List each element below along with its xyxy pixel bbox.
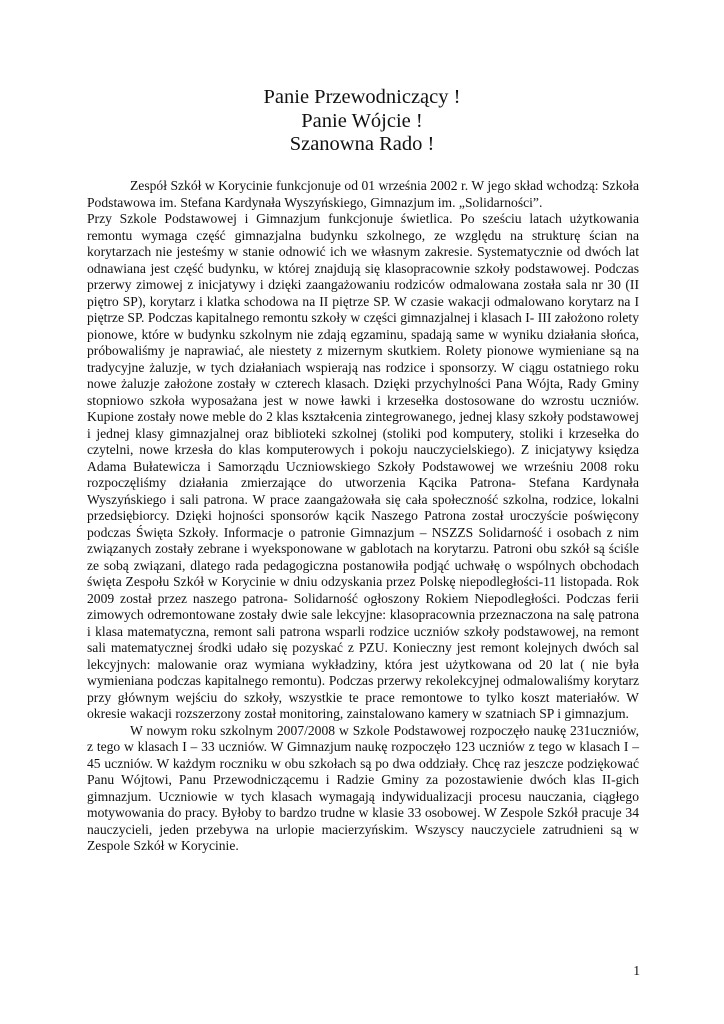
salutation (0, 86, 724, 157)
salutation-line-council: Szanowna Rado ! (289, 133, 435, 155)
paragraph-renovations: Przy Szkole Podstawowej i Gimnazjum funkcjonuje świetlica. Po sześciu latach użytkowania remontu wymaga część gimnazjalna budynku szkolnego, ze względu na strukturę ścian na korytarzach nie jesteśmy w stanie odnowić ich we własnym zakresie. Systematycznie od dwóch lat odnawiana jest część budynku, w której znajdują się klasopracownie szkoły podstawowej. Podczas przerwy zimowej z inicjatywy i dzięki zaangażowaniu rodziców odmalowana została sala nr 30 (II piętro SP), korytarz i klatka schodowa na II piętrze SP. W czasie wakacji odmalowano korytarz na I piętrze SP. Podczas kapitalnego remontu szkoły w części gimnazjalnej i klasach I- III założono rolety pionowe, które w budynku szkolnym nie zdają egzaminu, spadają same w wyniku działania słońca, próbowaliśmy je naprawiać, ale niestety z mizernym skutkiem. Rolety pionowe wymieniane są na tradycyjne żaluzje, w tych działaniach wspierają nas rodzice i sponsorzy. W ciągu ostatniego roku nowe żaluzje założone zostały w czterech klasach. Dzięki przychylności Pana Wójta, Rady Gminy stopniowo szkoła wyposażana jest w nowe ławki i krzesełka dostosowane do wzrostu uczniów. Kupione zostały nowe meble do 2 klas kształcenia zintegrowanego, jednej klasy szkoły podstawowej i jednej klasy gimnazjalnej oraz biblioteki szkolnej (stoliki pod komputery, stoliki i krzesełka do czytelni, nowe krzesła do klas komputerowych i pokoju nauczycielskiego). Z inicjatywy księdza Adama Bułatewicza i Samorządu Uczniowskiego Szkoły Podstawowej we wrześniu 2008 roku rozpoczęliśmy działania zmierzające do utworzenia Kącika Patrona- Stefana Kardynała Wyszyńskiego i sali patrona. W prace zaangażowała się cała społeczność szkolna, rodzice, lokalni przedsiębiorcy. Dzięki hojności sponsorów kącik Naszego Patrona został uroczyście poświęcony podczas Święta Szkoły. Informacje o patronie Gimnazjum – NSZZS Solidarność i osobach z nim związanych zostały zebrane i wyeksponowane w gablotach na korytarzu. Patroni obu szkół są ściśle ze sobą związani, dlatego rada pedagogiczna postanowiła podjąć uchwałę o wspólnych obchodach święta Zespołu Szkół w Korycinie w dniu odzyskania przez Polskę niepodległości-11 listopada. Rok 2009 został przez naszego patrona- Solidarność ogłoszony Rokiem Niepodległości. Podczas ferii zimowych odremontowane zostały dwie sale lekcyjne: klasopracownia przeznaczona na salę patrona i klasa matematyczna, remont sali patrona wsparli rodzice uczniów szkoły podstawowej, na remont sali matematycznej środki udało się pozyskać z PZU. Konieczny jest remont kolejnych dwóch sal lekcyjnych: malowanie oraz wymiana wykładziny, która jest użytkowana od 20 lat ( nie była wymieniana podczas kapitalnego remontu). Podczas przerwy rekolekcyjnej odmalowaliśmy korytarz przy głównym wejściu do szkoły, wszystkie te prace remontowe to tylko koszt materiałów. W okresie wakacji rozszerzony został monitoring, zainstalowano kamery w szatniach SP i gimnazjum. (87, 211, 639, 721)
paragraph-school-composition: Zespół Szkół w Korycinie funkcjonuje od 01 września 2002 r. W jego skład wchodzą: Szkoła Podstawowa im. Stefana Kardynała Wyszyńskiego, Gimnazjum im. „Solidarności”. (87, 178, 639, 210)
salutation-line-mayor: Panie Wójcie ! (301, 109, 423, 132)
page-number: 1 (633, 963, 640, 978)
letter-body (87, 178, 639, 855)
salutation-line-chairman: Panie Przewodniczący ! (263, 86, 461, 108)
paragraph-enrollment: W nowym roku szkolnym 2007/2008 w Szkole Podstawowej rozpoczęło naukę 231uczniów, z tego w klasach I – 33 uczniów. W Gimnazjum naukę rozpoczęło 123 uczniów z tego w klasach I – 45 uczniów. W każdym roczniku w obu szkołach są po dwa oddziały. Chcę raz jeszcze podziękować Panu Wójtowi, Panu Przewodniczącemu i Radzie Gminy za pozostawienie dwóch klas II-gich gimnazjum. Uczniowie w tych klasach wymagają indywidualizacji procesu nauczania, ciągłego motywowania do pracy. Byłoby to bardzo trudne w klasie 33 osobowej. W Zespole Szkół pracuje 34 nauczycieli, jeden przebywa na urlopie macierzyńskim. Wszyscy nauczyciele zatrudnieni są w Zespole Szkół w Korycinie. (87, 722, 639, 853)
